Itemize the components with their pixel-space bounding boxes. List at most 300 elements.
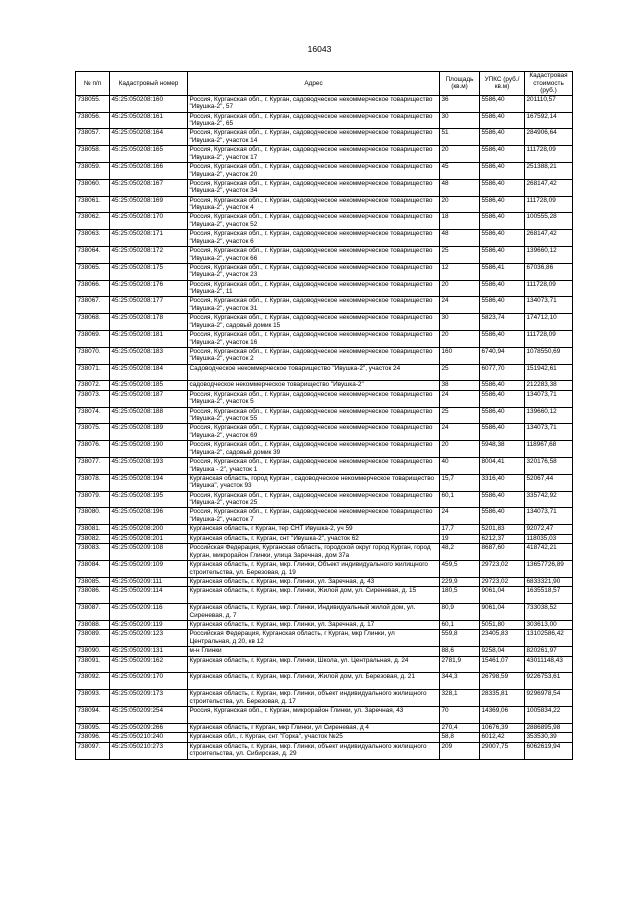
area-cell: 559,8 — [440, 630, 480, 647]
cadastral-value-cell: 52067,44 — [525, 474, 573, 491]
upks-cell: 5586,40 — [480, 330, 525, 347]
table-row — [76, 587, 573, 604]
table-row — [76, 263, 573, 280]
row-number-cell: 738064. — [76, 246, 110, 263]
table-row — [76, 364, 573, 381]
area-cell: 15,7 — [440, 474, 480, 491]
address-cell: Россия, Курганская обл., г. Курган, садоводческое некоммерческое товарищество "Ивушка-2", 65 — [188, 112, 440, 129]
cadastral-number-cell: 45:25:050208:178 — [110, 314, 188, 331]
area-cell: 60,1 — [440, 491, 480, 508]
table-row — [76, 280, 573, 297]
upks-cell: 29723,02 — [480, 561, 525, 578]
header-area: Площадь (кв.м) — [440, 72, 480, 96]
address-cell: Курганская область, г. Курган, мкр. Глинки, Жилой дом, ул. Сиреневая, д. 15 — [188, 587, 440, 604]
upks-cell: 5586,40 — [480, 390, 525, 407]
header-cadastral-number: Кадастровый номер — [110, 72, 188, 96]
row-number-cell: 738079. — [76, 491, 110, 508]
row-number-cell: 738068. — [76, 314, 110, 331]
cadastral-value-cell: 2886895,98 — [525, 723, 573, 733]
area-cell: 70 — [440, 707, 480, 724]
cadastral-value-cell: 118035,03 — [525, 534, 573, 544]
row-number-cell: 738097. — [76, 742, 110, 759]
row-number-cell: 738065. — [76, 263, 110, 280]
address-cell: Россия, Курганская обл., г. Курган, садоводческое некоммерческое товарищество "Ивушка-2", участок 16 — [188, 330, 440, 347]
table-row — [76, 474, 573, 491]
address-cell: Курганская область, г. Курган, мкр. Глинки, объект индивидуального жилищного строительства, ул. Сибирская, д. 29 — [188, 742, 440, 759]
table-row — [76, 647, 573, 657]
row-number-cell: 738057. — [76, 129, 110, 146]
cadastral-value-cell: 335742,92 — [525, 491, 573, 508]
area-cell: 17,7 — [440, 525, 480, 535]
area-cell: 25 — [440, 246, 480, 263]
area-cell: 25 — [440, 407, 480, 424]
area-cell: 180,5 — [440, 587, 480, 604]
table-row — [76, 561, 573, 578]
area-cell: 20 — [440, 280, 480, 297]
area-cell: 80,9 — [440, 604, 480, 621]
address-cell: Россия, Курганская обл., г. Курган, микрорайон Глинки, ул. Заречная, 43 — [188, 707, 440, 724]
upks-cell: 14369,06 — [480, 707, 525, 724]
cadastral-value-cell: 733038,52 — [525, 604, 573, 621]
cadastral-value-cell: 167592,14 — [525, 112, 573, 129]
upks-cell: 23405,83 — [480, 630, 525, 647]
upks-cell: 5586,40 — [480, 491, 525, 508]
table-row — [76, 230, 573, 247]
address-cell: Курганская область, г Курган, мкр Глинки, ул Сиреневая, д 4 — [188, 723, 440, 733]
row-number-cell: 738092. — [76, 673, 110, 690]
cadastral-number-cell: 45:25:050209:162 — [110, 656, 188, 673]
cadastral-value-cell: 320176,58 — [525, 458, 573, 475]
cadastral-value-cell: 303613,00 — [525, 620, 573, 630]
area-cell: 24 — [440, 424, 480, 441]
table-row — [76, 604, 573, 621]
area-cell: 58,8 — [440, 733, 480, 743]
cadastral-number-cell: 45:25:050208:184 — [110, 364, 188, 381]
cadastral-value-cell: 353530,39 — [525, 733, 573, 743]
row-number-cell: 738055. — [76, 95, 110, 112]
address-cell: Курганская область, г. Курган, мкр. Глинки, ул. Заречная, д. 43 — [188, 577, 440, 587]
row-number-cell: 738080. — [76, 508, 110, 525]
cadastral-table — [75, 71, 573, 760]
upks-cell: 5586,40 — [480, 246, 525, 263]
upks-cell: 9061,04 — [480, 604, 525, 621]
area-cell: 45 — [440, 162, 480, 179]
cadastral-value-cell: 13102586,42 — [525, 630, 573, 647]
address-cell: Курганская область, г. Курган, мкр. Глинки, Индивидуальный жилой дом, ул. Сиреневая, д. 7 — [188, 604, 440, 621]
upks-cell: 5586,40 — [480, 407, 525, 424]
address-cell: Россия, Курганская обл., г. Курган, садоводческое некоммерческое товарищество "Ивушка-2", участок 31 — [188, 297, 440, 314]
area-cell: 25 — [440, 364, 480, 381]
cadastral-number-cell: 45:25:050209:116 — [110, 604, 188, 621]
upks-cell: 5586,40 — [480, 95, 525, 112]
area-cell: 48 — [440, 179, 480, 196]
cadastral-value-cell: 134073,71 — [525, 424, 573, 441]
cadastral-value-cell: 212283,38 — [525, 381, 573, 391]
address-cell: Курганская область, город Курган , садоводческое некоммерческое товарищество "Ивушка", участок 93 — [188, 474, 440, 491]
cadastral-value-cell: 1005834,22 — [525, 707, 573, 724]
address-cell: садоводческое некоммерческое товарищество "Ивушка-2" — [188, 381, 440, 391]
address-cell: Курганская область, г. Курган, снт "Ивушка-2", участок 62 — [188, 534, 440, 544]
cadastral-number-cell: 45:25:050208:185 — [110, 381, 188, 391]
table-row — [76, 347, 573, 364]
cadastral-number-cell: 45:25:050208:195 — [110, 491, 188, 508]
table-row — [76, 656, 573, 673]
row-number-cell: 738078. — [76, 474, 110, 491]
address-cell: Россия, Курганская обл., г. Курган, садоводческое некоммерческое товарищество "Ивушка-2", участок 66 — [188, 246, 440, 263]
cadastral-number-cell: 45:25:050208:193 — [110, 458, 188, 475]
upks-cell: 9258,04 — [480, 647, 525, 657]
address-cell: Россия, Курганская обл., г. Курган, садоводческое некоммерческое товарищество "Ивушка-2", участок 6 — [188, 230, 440, 247]
page-number: 16043 — [307, 44, 332, 54]
row-number-cell: 738062. — [76, 213, 110, 230]
cadastral-number-cell: 45:25:050208:165 — [110, 146, 188, 163]
address-cell: Россия, Курганская обл., г. Курган, садоводческое некоммерческое товарищество "Ивушка-2", участок 4 — [188, 196, 440, 213]
table-row — [76, 630, 573, 647]
table-row — [76, 441, 573, 458]
cadastral-value-cell: 139660,12 — [525, 407, 573, 424]
cadastral-number-cell: 45:25:050209:119 — [110, 620, 188, 630]
upks-cell: 15461,07 — [480, 656, 525, 673]
address-cell: Россия, Курганская обл., г. Курган, садоводческое некоммерческое товарищество "Ивушка-2", садовый домик 15 — [188, 314, 440, 331]
row-number-cell: 738066. — [76, 280, 110, 297]
cadastral-number-cell: 45:25:050208:189 — [110, 424, 188, 441]
cadastral-number-cell: 45:25:050208:187 — [110, 390, 188, 407]
upks-cell: 5586,40 — [480, 129, 525, 146]
upks-cell: 5586,40 — [480, 112, 525, 129]
row-number-cell: 738087. — [76, 604, 110, 621]
row-number-cell: 738089. — [76, 630, 110, 647]
row-number-cell: 738060. — [76, 179, 110, 196]
cadastral-number-cell: 45:25:050208:164 — [110, 129, 188, 146]
table-row — [76, 179, 573, 196]
row-number-cell: 738076. — [76, 441, 110, 458]
address-cell: Россия, Курганская обл., г. Курган, садоводческое некоммерческое товарищество "Ивушка-2", участок 5 — [188, 390, 440, 407]
address-cell: Садоводческое некоммерческое товарищество "Ивушка-2", участок 24 — [188, 364, 440, 381]
area-cell: 209 — [440, 742, 480, 759]
cadastral-number-cell: 45:25:050208:176 — [110, 280, 188, 297]
cadastral-value-cell: 6062619,94 — [525, 742, 573, 759]
header-address: Адрес — [188, 72, 440, 96]
upks-cell: 5586,40 — [480, 280, 525, 297]
cadastral-number-cell: 45:25:050209:131 — [110, 647, 188, 657]
cadastral-number-cell: 45:25:050209:266 — [110, 723, 188, 733]
area-cell: 20 — [440, 196, 480, 213]
table-row — [76, 620, 573, 630]
address-cell: Россия, Курганская обл., г. Курган, садоводческое некоммерческое товарищество "Ивушка-2", участок 69 — [188, 424, 440, 441]
row-number-cell: 738073. — [76, 390, 110, 407]
upks-cell: 5586,40 — [480, 162, 525, 179]
upks-cell: 29007,75 — [480, 742, 525, 759]
row-number-cell: 738088. — [76, 620, 110, 630]
cadastral-value-cell: 9296978,54 — [525, 690, 573, 707]
address-cell: Российская Федерация, Курганская область, г Курган, мкр Глинки, ул Центральная, д 20, кв 12 — [188, 630, 440, 647]
upks-cell: 5586,40 — [480, 508, 525, 525]
cadastral-number-cell: 45:25:050210:240 — [110, 733, 188, 743]
cadastral-value-cell: 134073,71 — [525, 508, 573, 525]
upks-cell: 5586,40 — [480, 297, 525, 314]
row-number-cell: 738070. — [76, 347, 110, 364]
upks-cell: 5051,80 — [480, 620, 525, 630]
address-cell: м-н Глинки — [188, 647, 440, 657]
upks-cell: 28335,81 — [480, 690, 525, 707]
upks-cell: 5586,40 — [480, 230, 525, 247]
address-cell: Россия, Курганская обл., г. Курган, садоводческое некоммерческое товарищество "Ивушка-2", участок 14 — [188, 129, 440, 146]
upks-cell: 26798,59 — [480, 673, 525, 690]
row-number-cell: 738056. — [76, 112, 110, 129]
row-number-cell: 738059. — [76, 162, 110, 179]
row-number-cell: 738091. — [76, 656, 110, 673]
row-number-cell: 738075. — [76, 424, 110, 441]
table-row — [76, 146, 573, 163]
address-cell: Курганская область, г. Курган, мкр. Глинки, Жилой дом, ул. Березовая, д. 21 — [188, 673, 440, 690]
cadastral-number-cell: 45:25:050208:201 — [110, 534, 188, 544]
area-cell: 20 — [440, 441, 480, 458]
table-row — [76, 95, 573, 112]
cadastral-number-cell: 45:25:050209:108 — [110, 544, 188, 561]
cadastral-number-cell: 45:25:050208:194 — [110, 474, 188, 491]
area-cell: 88,6 — [440, 647, 480, 657]
cadastral-value-cell: 251388,21 — [525, 162, 573, 179]
address-cell: Курганская область, г Курган, тер СНТ Ивушка-2, уч 59 — [188, 525, 440, 535]
row-number-cell: 738063. — [76, 230, 110, 247]
row-number-cell: 738082. — [76, 534, 110, 544]
upks-cell: 5586,40 — [480, 196, 525, 213]
header-upks: УПКС (руб./кв.м) — [480, 72, 525, 96]
header-cadastral-value: Кадастровая стоимость (руб.) — [525, 72, 573, 96]
table-row — [76, 196, 573, 213]
cadastral-value-cell: 111728,09 — [525, 280, 573, 297]
cadastral-number-cell: 45:25:050209:254 — [110, 707, 188, 724]
cadastral-number-cell: 45:25:050208:196 — [110, 508, 188, 525]
upks-cell: 6212,37 — [480, 534, 525, 544]
cadastral-value-cell: 1078550,69 — [525, 347, 573, 364]
cadastral-value-cell: 134073,71 — [525, 390, 573, 407]
cadastral-value-cell: 151942,61 — [525, 364, 573, 381]
area-cell: 30 — [440, 314, 480, 331]
cadastral-value-cell: 92072,47 — [525, 525, 573, 535]
address-cell: Курганская область, г. Курган, мкр. Глинки, Объект индивидуального жилищного строительства, ул. Березовая, д. 19 — [188, 561, 440, 578]
upks-cell: 3316,40 — [480, 474, 525, 491]
cadastral-value-cell: 268147,42 — [525, 179, 573, 196]
row-number-cell: 738086. — [76, 587, 110, 604]
cadastral-value-cell: 134073,71 — [525, 297, 573, 314]
address-cell: Россия, Курганская обл., г. Курган, садоводческое некоммерческое товарищество "Ивушка - 2", участок 1 — [188, 458, 440, 475]
upks-cell: 5586,40 — [480, 213, 525, 230]
table-row — [76, 129, 573, 146]
address-cell: Россия, Курганская обл., г. Курган, садоводческое некоммерческое товарищество "Ивушка-2", участок 52 — [188, 213, 440, 230]
row-number-cell: 738085. — [76, 577, 110, 587]
address-cell: Россия, Курганская обл., г. Курган, садоводческое некоммерческое товарищество "Ивушка-2", 57 — [188, 95, 440, 112]
table-row — [76, 577, 573, 587]
cadastral-number-cell: 45:25:050209:109 — [110, 561, 188, 578]
area-cell: 459,5 — [440, 561, 480, 578]
cadastral-number-cell: 45:25:050209:123 — [110, 630, 188, 647]
cadastral-value-cell: 820261,97 — [525, 647, 573, 657]
cadastral-value-cell: 1635518,57 — [525, 587, 573, 604]
table-row — [76, 525, 573, 535]
address-cell: Российская Федерация, Курганская область, городской округ город Курган, город Курган, микрорайон Глинки, улица Заречная, дом 37а — [188, 544, 440, 561]
cadastral-number-cell: 45:25:050209:173 — [110, 690, 188, 707]
area-cell: 20 — [440, 146, 480, 163]
cadastral-value-cell: 174712,10 — [525, 314, 573, 331]
table-row — [76, 390, 573, 407]
cadastral-value-cell: 111728,09 — [525, 146, 573, 163]
area-cell: 24 — [440, 508, 480, 525]
row-number-cell: 738096. — [76, 733, 110, 743]
cadastral-value-cell: 139660,12 — [525, 246, 573, 263]
row-number-cell: 738061. — [76, 196, 110, 213]
cadastral-value-cell: 268147,42 — [525, 230, 573, 247]
address-cell: Россия, Курганская обл., г. Курган, садоводческое некоммерческое товарищество "Ивушка-2", участок 55 — [188, 407, 440, 424]
table-row — [76, 707, 573, 724]
table-row — [76, 162, 573, 179]
cadastral-value-cell: 100555,28 — [525, 213, 573, 230]
area-cell: 40 — [440, 458, 480, 475]
cadastral-number-cell: 45:25:050208:170 — [110, 213, 188, 230]
row-number-cell: 738081. — [76, 525, 110, 535]
table-header-row — [76, 72, 573, 96]
cadastral-number-cell: 45:25:050208:166 — [110, 162, 188, 179]
area-cell: 18 — [440, 213, 480, 230]
area-cell: 344,3 — [440, 673, 480, 690]
table-row — [76, 508, 573, 525]
row-number-cell: 738083. — [76, 544, 110, 561]
upks-cell: 8687,60 — [480, 544, 525, 561]
area-cell: 60,1 — [440, 620, 480, 630]
cadastral-number-cell: 45:25:050208:183 — [110, 347, 188, 364]
area-cell: 12 — [440, 263, 480, 280]
cadastral-value-cell: 111728,09 — [525, 330, 573, 347]
address-cell: Россия, Курганская обл., г. Курган, садоводческое некоммерческое товарищество "Ивушка-2", участок 25 — [188, 491, 440, 508]
table-row — [76, 213, 573, 230]
area-cell: 328,1 — [440, 690, 480, 707]
table-row — [76, 723, 573, 733]
table-row — [76, 491, 573, 508]
cadastral-number-cell: 45:25:050209:170 — [110, 673, 188, 690]
cadastral-number-cell: 45:25:050208:188 — [110, 407, 188, 424]
upks-cell: 8004,41 — [480, 458, 525, 475]
address-cell: Курганская обл., г. Курган, снт "Горка", участок №25 — [188, 733, 440, 743]
area-cell: 229,9 — [440, 577, 480, 587]
upks-cell: 5586,40 — [480, 424, 525, 441]
row-number-cell: 738069. — [76, 330, 110, 347]
table-row — [76, 673, 573, 690]
row-number-cell: 738072. — [76, 381, 110, 391]
cadastral-value-cell: 9226753,61 — [525, 673, 573, 690]
upks-cell: 6077,70 — [480, 364, 525, 381]
area-cell: 30 — [440, 112, 480, 129]
cadastral-value-cell: 13657726,89 — [525, 561, 573, 578]
upks-cell: 5586,40 — [480, 381, 525, 391]
cadastral-value-cell: 111728,09 — [525, 196, 573, 213]
table-row — [76, 534, 573, 544]
cadastral-number-cell: 45:25:050209:111 — [110, 577, 188, 587]
table-row — [76, 314, 573, 331]
address-cell: Россия, Курганская обл., г. Курган, садоводческое некоммерческое товарищество "Ивушка-2", садовый домик 39 — [188, 441, 440, 458]
area-cell: 51 — [440, 129, 480, 146]
cadastral-number-cell: 45:25:050208:200 — [110, 525, 188, 535]
area-cell: 2781,9 — [440, 656, 480, 673]
area-cell: 20 — [440, 330, 480, 347]
row-number-cell: 738071. — [76, 364, 110, 381]
address-cell: Курганская область, г. Курган, мкр. Глинки, объект индивидуального жилищного строительства, ул. Березовая, д. 17 — [188, 690, 440, 707]
table-row — [76, 330, 573, 347]
cadastral-value-cell: 67036,86 — [525, 263, 573, 280]
address-cell: Россия, Курганская обл., г. Курган, садоводческое некоммерческое товарищество "Ивушка-2", участок 20 — [188, 162, 440, 179]
area-cell: 48 — [440, 230, 480, 247]
upks-cell: 5586,41 — [480, 263, 525, 280]
upks-cell: 5586,40 — [480, 179, 525, 196]
upks-cell: 9061,04 — [480, 587, 525, 604]
cadastral-number-cell: 45:25:050208:167 — [110, 179, 188, 196]
address-cell: Россия, Курганская обл., г. Курган, садоводческое некоммерческое товарищество "Ивушка-2", участок 17 — [188, 146, 440, 163]
row-number-cell: 738077. — [76, 458, 110, 475]
area-cell: 24 — [440, 297, 480, 314]
area-cell: 38 — [440, 381, 480, 391]
cadastral-number-cell: 45:25:050208:175 — [110, 263, 188, 280]
table-row — [76, 424, 573, 441]
cadastral-number-cell: 45:25:050209:114 — [110, 587, 188, 604]
address-cell: Россия, Курганская обл., г. Курган, садоводческое некоммерческое товарищество "Ивушка-2", 11 — [188, 280, 440, 297]
upks-cell: 29723,02 — [480, 577, 525, 587]
cadastral-number-cell: 45:25:050208:160 — [110, 95, 188, 112]
address-cell: Россия, Курганская обл., г. Курган, садоводческое некоммерческое товарищество "Ивушка-2", участок 34 — [188, 179, 440, 196]
cadastral-value-cell: 201110,57 — [525, 95, 573, 112]
area-cell: 48,2 — [440, 544, 480, 561]
cadastral-value-cell: 43011148,43 — [525, 656, 573, 673]
cadastral-value-cell: 284906,64 — [525, 129, 573, 146]
row-number-cell: 738074. — [76, 407, 110, 424]
cadastral-number-cell: 45:25:050208:161 — [110, 112, 188, 129]
cadastral-value-cell: 6833321,90 — [525, 577, 573, 587]
table-row — [76, 381, 573, 391]
area-cell: 270,4 — [440, 723, 480, 733]
row-number-cell: 738093. — [76, 690, 110, 707]
upks-cell: 10676,39 — [480, 723, 525, 733]
row-number-cell: 738058. — [76, 146, 110, 163]
row-number-cell: 738067. — [76, 297, 110, 314]
area-cell: 160 — [440, 347, 480, 364]
table-row — [76, 112, 573, 129]
upks-cell: 6740,94 — [480, 347, 525, 364]
address-cell: Россия, Курганская обл., г. Курган, садоводческое некоммерческое товарищество "Ивушка-2", участок 2 — [188, 347, 440, 364]
cadastral-value-cell: 118967,68 — [525, 441, 573, 458]
area-cell: 19 — [440, 534, 480, 544]
header-number: № п/п — [76, 72, 110, 96]
cadastral-number-cell: 45:25:050208:169 — [110, 196, 188, 213]
row-number-cell: 738084. — [76, 561, 110, 578]
address-cell: Россия, Курганская обл., г. Курган, садоводческое некоммерческое товарищество "Ивушка-2", участок 7 — [188, 508, 440, 525]
table-row — [76, 733, 573, 743]
row-number-cell: 738094. — [76, 707, 110, 724]
upks-cell: 5586,40 — [480, 146, 525, 163]
table-row — [76, 690, 573, 707]
upks-cell: 5823,74 — [480, 314, 525, 331]
row-number-cell: 738090. — [76, 647, 110, 657]
cadastral-value-cell: 418742,21 — [525, 544, 573, 561]
cadastral-number-cell: 45:25:050208:171 — [110, 230, 188, 247]
area-cell: 24 — [440, 390, 480, 407]
table-row — [76, 246, 573, 263]
address-cell: Россия, Курганская обл., г. Курган, садоводческое некоммерческое товарищество "Ивушка-2", участок 23 — [188, 263, 440, 280]
address-cell: Курганская область, г. Курган, мкр. Глинки, ул. Заречная, д. 17 — [188, 620, 440, 630]
row-number-cell: 738095. — [76, 723, 110, 733]
upks-cell: 6012,42 — [480, 733, 525, 743]
cadastral-number-cell: 45:25:050210:273 — [110, 742, 188, 759]
table-row — [76, 297, 573, 314]
table-row — [76, 407, 573, 424]
table-row — [76, 544, 573, 561]
